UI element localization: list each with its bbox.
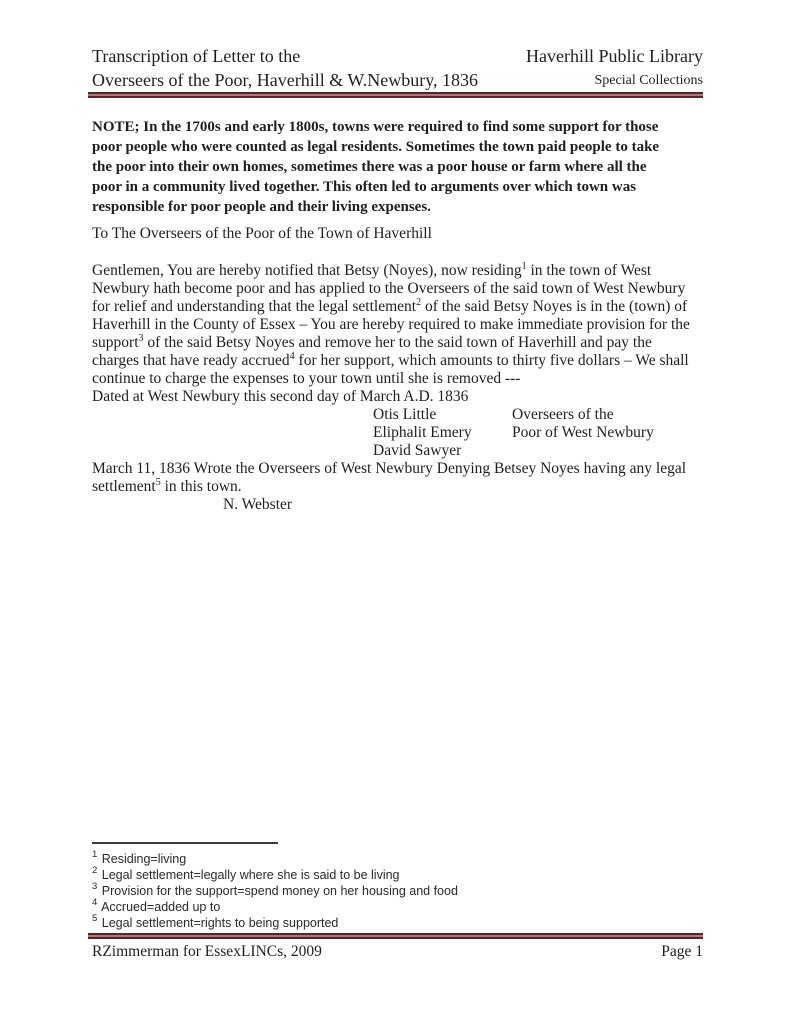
footer-credit: RZimmerman for EssexLINCs, 2009 bbox=[92, 943, 322, 960]
footnote-ref: 1 bbox=[521, 260, 527, 272]
signature-block bbox=[92, 406, 703, 460]
header-title-line1: Transcription of Letter to the bbox=[92, 46, 301, 66]
signature-row bbox=[92, 424, 703, 442]
text-line: March 11, 1836 Wrote the Overseers of West Newbury Denying Betsey Noyes having any legal bbox=[92, 460, 687, 477]
footnote-ref: 4 bbox=[289, 350, 295, 362]
letter-paragraph bbox=[92, 262, 703, 406]
text-line: poor in a community lived together. This often led to arguments over which town was bbox=[92, 179, 637, 195]
signature-row bbox=[92, 406, 703, 424]
footnote-ref: 3 bbox=[138, 332, 144, 344]
footnote: $^3$ Provision for the support=spend money on her housing and food bbox=[92, 881, 458, 898]
header-rule bbox=[88, 92, 703, 98]
letter-body bbox=[92, 117, 703, 514]
footnote-number: 2 bbox=[92, 865, 98, 877]
text-line: Gentlemen, You are hereby notified that Betsy (Noyes), now residing$^1$ in the town of West bbox=[92, 260, 652, 279]
postscript-signature: N. Webster bbox=[223, 496, 293, 513]
footnote: $^2$ Legal settlement=legally where she is said to be living bbox=[92, 865, 400, 882]
footnote: $^4$ Accrued=added up to bbox=[92, 897, 221, 914]
text-line: poor people who were counted as legal residents. Sometimes the town paid people to take bbox=[92, 139, 660, 155]
collection-name: Special Collections bbox=[594, 72, 703, 88]
signature-role: Overseers of the bbox=[512, 406, 614, 423]
footnote-area bbox=[92, 842, 703, 931]
signature-row bbox=[92, 442, 703, 460]
footnote-number: 4 bbox=[92, 897, 98, 909]
text-line: support$^3$ of the said Betsy Noyes and remove her to the said town of Haverhill and pay the bbox=[92, 332, 652, 351]
salutation-line: To The Overseers of the Poor of the Town of Haverhill bbox=[92, 225, 432, 242]
footnote-list bbox=[92, 851, 703, 931]
library-name: Haverhill Public Library bbox=[526, 46, 703, 66]
note-paragraph bbox=[92, 117, 703, 217]
page-number: Page 1 bbox=[661, 943, 703, 960]
signature-name: Otis Little bbox=[373, 406, 437, 423]
footnote-number: 1 bbox=[92, 849, 98, 861]
text-line: settlement$^5$ in this town. bbox=[92, 476, 242, 495]
footer-rule bbox=[88, 933, 703, 939]
page-footer bbox=[92, 942, 703, 962]
footnote: $^1$ Residing=living bbox=[92, 849, 187, 866]
text-line: Newbury hath become poor and has applied to the Overseers of the said town of West Newbury bbox=[92, 280, 686, 297]
footnote: $^5$ Legal settlement=rights to being supported bbox=[92, 913, 339, 930]
text-line: the poor into their own homes, sometimes there was a poor house or farm where all the bbox=[92, 159, 647, 175]
header-title bbox=[92, 45, 478, 92]
page-header bbox=[92, 45, 703, 92]
text-line: for relief and understanding that the legal settlement$^2$ of the said Betsy Noyes is in the (town) of bbox=[92, 296, 688, 315]
signature-role: Poor of West Newbury bbox=[512, 424, 654, 441]
header-title-line2: Overseers of the Poor, Haverhill & W.Newbury, 1836 bbox=[92, 69, 479, 90]
footnote-ref: 2 bbox=[416, 296, 422, 308]
text-line: continue to charge the expenses to your town until she is removed --- bbox=[92, 370, 521, 387]
footnote-number: 3 bbox=[92, 881, 98, 893]
signature-name: David Sawyer bbox=[373, 442, 462, 459]
footnote-number: 5 bbox=[92, 913, 98, 925]
text-line: NOTE; In the 1700s and early 1800s, towns were required to find some support for those bbox=[92, 119, 659, 135]
postscript-paragraph bbox=[92, 460, 703, 496]
text-line: Haverhill in the County of Essex – You are hereby required to make immediate provision for the bbox=[92, 316, 690, 333]
text-line: charges that have ready accrued$^4$ for her support, which amounts to thirty five dollars – We shall bbox=[92, 350, 689, 369]
text-line: responsible for poor people and their living expenses. bbox=[92, 199, 431, 215]
header-library-block bbox=[526, 45, 703, 92]
signature-name: Eliphalit Emery bbox=[373, 424, 472, 441]
footnote-separator bbox=[92, 842, 278, 844]
footnote-ref: 5 bbox=[155, 476, 161, 488]
text-line: Dated at West Newbury this second day of March A.D. 1836 bbox=[92, 388, 469, 405]
